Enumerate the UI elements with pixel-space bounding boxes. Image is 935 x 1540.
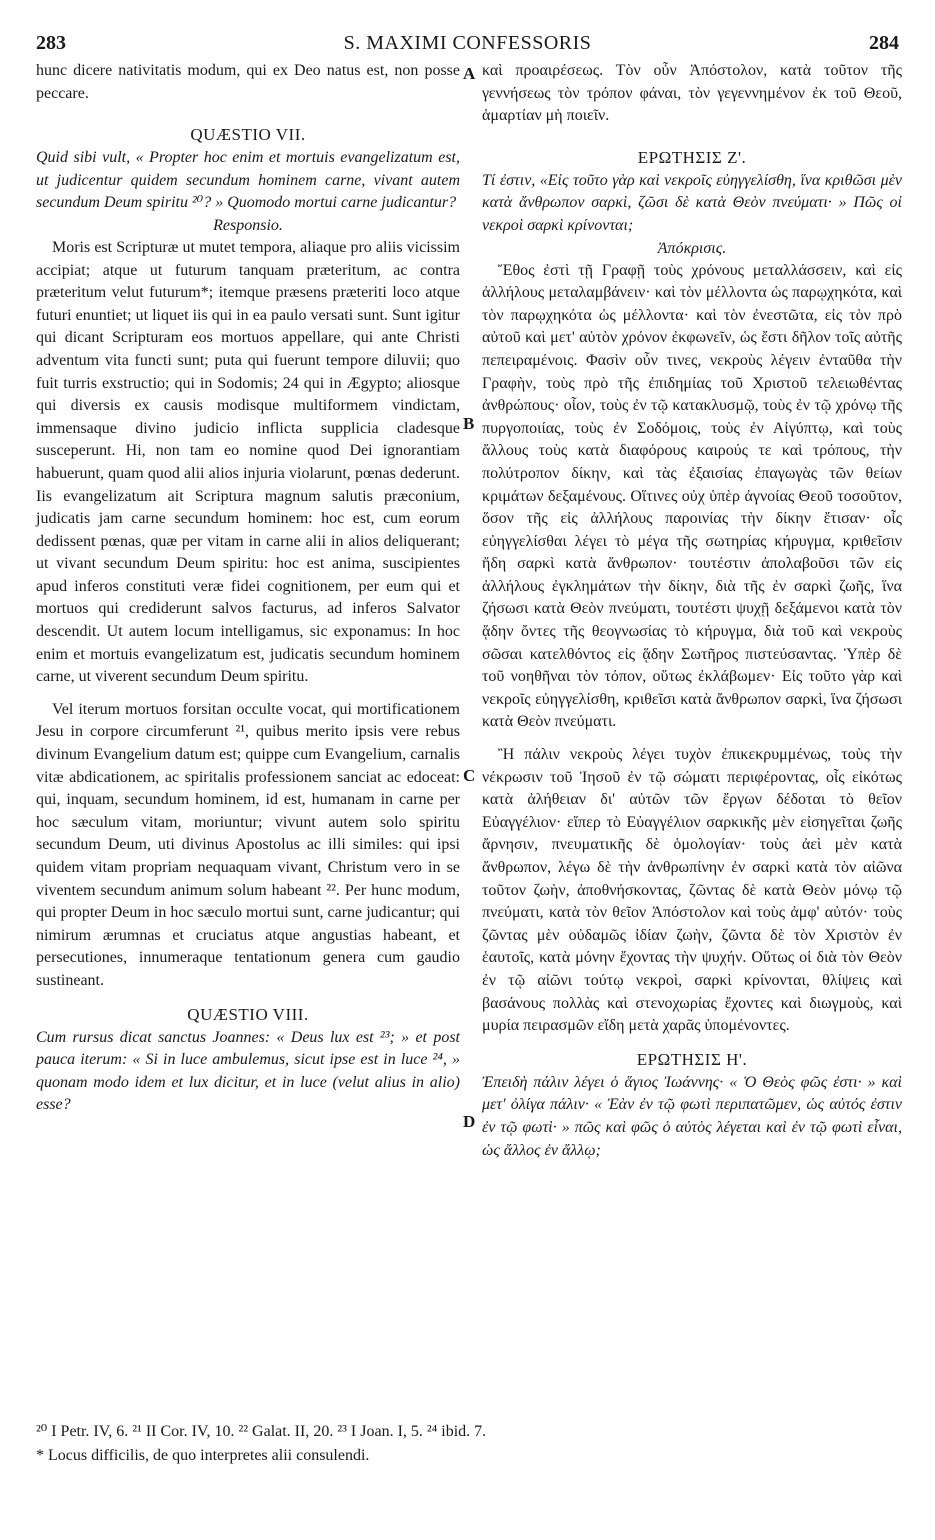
latin-response-heading: Responsio. [213,216,283,234]
latin-paragraph-2: Vel iterum mortuos forsitan occulte vocat, qui mortificationem Jesu in corpore circumferunt ²¹, quibus merito ipsis vere rebus divinum Evangelium datum est; quippe cum Evangelium, carnalis vitæ abdicationem, ac spiritalis professionem sanciat ac edoceat: qui, inquam, secundum hominem, id est, humanam in carne per hoc sæculum vitam, moriuntur; vivunt autem solo spiritu secundum Deum, uti divinus Apostolus ac illi similes: qui ipsi quidem vitam propriam nequaquam vivant, Christum vero in se viventem secundum animum solum habeant ²². Per hunc modum, qui propter Deum in hoc sæculo mortui sunt, carne judicantur; qui nimirum ærumnas et cruciatus atque angustias habeant, et persecutiones, innumeraque tentationum genera cum gaudio sustineant. [36,700,460,989]
greek-question-7-heading: ΕΡΩΤΗΣΙΣ Ζ'. [637,147,747,167]
margin-letter-c: C [463,766,476,785]
margin-letter-d: D [463,1112,476,1131]
greek-paragraph-2: Ἢ πάλιν νεκροὺς λέγει τυχὸν ἐπικεκρυμμένως, τοὺς τὴν νέκρωσιν τοῦ Ἰησοῦ ἐν τῷ σώματι περιφέροντας, οἷς εἰκότως κατὰ ἀλήθειαν δι' αὐτῶν τῶν ἔργων δέδοται τὸ θεῖον Εὐαγγέλιον· εἴπερ τὸ Εὐαγγέλιον σαρκικῆς μὲν εἰσηγεῖται ζωῆς ἄρνησιν, πνευματικῆς δὲ ὁμολογίαν· τοὺς ἀεὶ μὲν κατὰ ἄνθρωπον, λέγω δὲ τὴν ἀνθρωπίνην ἐν σαρκὶ κατὰ τὸν αἰῶνα τοῦτον ζωὴν, ἀποθνήσκοντας, ζῶντας δὲ κατὰ Θεὸν μόνῳ τῷ πνεύματι, κατὰ τὸν θεῖον Ἀπόστολον καὶ τοὺς ἀμφ' αὐτόν· τοὺς ζῶντας μὲν οὐδαμῶς ἰδίαν ζωὴν, ζῶντα δὲ τὸν Χριστὸν ἐν ἑαυτοῖς, κατὰ μόνην ἔχοντας τὴν ψυχήν. Οὕτως οἱ διὰ τὸν Θεὸν ἐν τῷ αἰῶνι τούτῳ νεκροὶ, σαρκὶ κρίνονται, θλίψεις καὶ βασάνους πολλὰς καὶ στενοχωρίας ἔχοντες καὶ διωγμοὺς, καὶ μυρία πειρασμῶν εἴδη μετὰ χαρᾶς ὑπομένοντες. [482,746,902,1035]
page-number-left: 283 [36,32,66,54]
greek-paragraph-1: Ἔθος ἐστὶ τῇ Γραφῇ τοὺς χρόνους μεταλλάσσειν, καὶ εἰς ἀλλήλους μεταλαμβάνειν· καὶ τὸν μέλλοντα ὡς παρῳχηκότα, καὶ τὸν παρῳχηκότα ὡς μέλλοντα· καὶ τὸν ἐνεστῶτα, εἰς τὸν πρὸ αὐτοῦ καὶ μετ' αὐτὸν χρόνον ἐκφωνεῖν, ὡς ἔστι δῆλον τοῖς αὐτῆς πεπειραμένοις. Φασὶν οὖν τινες, νεκροὺς λέγειν ἐνταῦθα τὴν Γραφὴν, τοὺς πρὸ τῆς ἐπιδημίας τοῦ Χριστοῦ τελειωθέντας ἀνθρώπους· οἷον, τοὺς ἐν τῷ κατακλυσμῷ, τοὺς ἐν τῷ χρόνῳ τῆς πυργοποιίας, τοὺς ἐν Σοδόμοις, τοὺς ἐν Αἰγύπτῳ, καὶ τοὺς ἄλλους τοὺς κατὰ διαφόρους καιρούς τε καὶ τρόπους, τὴν πολύτροπον δίκην, καὶ τὰς ἐξαισίας ἐπαγωγὰς τῶν θείων κριμάτων δεξαμένους. Οἵτινες οὐχ ὑπὲρ ἀγνοίας Θεοῦ τοσοῦτον, ὅσον τῆς εἰς ἀλλήλους παροινίας τὴν δίκην ἔτισαν· οἷς εὐηγγελίσθαι λέγει τὸ μέγα τῆς σωτηρίας κήρυγμα, κριθεῖσιν ἤδη σαρκὶ κατὰ ἄνθρωπον· τουτέστιν ἀπολαβοῦσι τῶν εἰς ἀλλήλους ἐγκλημάτων τὴν δίκην, διὰ τῆς ἐν σαρκὶ ζωῆς, ἵνα ζήσωσι κατὰ Θεὸν πνεύματι, τουτέστι ψυχῇ δεξάμενοι κατὰ τὸν ᾅδην ὄντες τῆς θεογνωσίας τὸ κήρυγμα, διὰ τοῦ καὶ νεκροὺς σῶσαι κατελθόντος εἰς ᾅδην Σωτῆρος πιστεύσαντας. Ὑπὲρ δὲ τοῦ νοηθῆναι τὸν τόπον, οὕτως ἐκλάβωμεν· Εἰς τοῦτο γὰρ καὶ νεκροῖς εὐηγγελίσθη, κριθεῖσι κατὰ ἄνθρωπον σαρκὶ, ἵνα ζήσωσι κατὰ Θεὸν πνεύματι. [482,261,902,731]
margin-letter-a: A [463,64,476,83]
latin-paragraph-1: Moris est Scripturæ ut mutet tempora, aliaque pro aliis vicissim accipiat; atque ut futurum tanquam præteritum, ac contra præteritum velut futurum*; itemque præsens præteriti loco atque futuri enuntiet; ut liquet iis qui in ea paulo versati sunt. Sunt igitur qui dicant Scripturam eos mortuos appellare, qui ante Christi adventum vita functi sunt; puta qui fuerunt tempore diluvii; quo fuit turris exstructio; qui in Sodomis; 24 qui in Ægypto; aliosque qui diversis ex causis modisque multiformem vindictam, immensaque divino judicio inflicta supplicia cladesque susceperunt. Hi, non tam eo nomine quod Dei ignorantiam habuerunt, quam quod alii alios injuria violarunt, pœnas dederunt. Iis evangelizatum ait Scriptura magnum salutis præconium, judicatis jam carne secundum hominem: hoc est, cum eorum dedissent pœnas, quæ per vitam in carne alii in alios deliquerant; ut vivant secundum Deum spiritu: hoc est anima, suscipientes apud inferos constituti veræ fidei cognitionem, per eum qui et mortuos qui crediderunt salvos facturus, ad inferos Salvator descendit. Ut autem locum intelligamus, sic exponamus: In hoc enim et mortuis evangelizatum est, judicatis secundum hominem carne, ut viverent secundum Deum spiritu. [36,238,460,686]
running-header [36,32,899,62]
footnote-references: ²⁰ I Petr. IV, 6. ²¹ II Cor. IV, 10. ²² Galat. II, 20. ²³ I Joan. I, 5. ²⁴ ibid. 7. [36,1423,487,1440]
latin-intro: hunc dicere nativitatis modum, qui ex Deo natus est, non posse peccare. [36,62,460,102]
margin-letter-b: B [463,414,475,433]
latin-question-8-heading: QUÆSTIO VIII. [187,1004,309,1024]
latin-column [36,60,460,1117]
greek-column [482,60,902,1162]
latin-question-7-heading: QUÆSTIO VII. [190,125,306,145]
latin-question-7-text: Quid sibi vult, « Propter hoc enim et mortuis evangelizatum est, ut judicentur quidem secundum hominem carne, vivant autem secundum Deum spiritu ²⁰? » Quomodo mortui carne judicantur? [36,149,460,212]
page-number-right: 284 [869,32,899,54]
greek-response-heading: Ἀπόκρισις. [657,239,727,257]
greek-question-7-text: Τί ἐστιν, «Εἰς τοῦτο γὰρ καὶ νεκροῖς εὐηγγελίσθη, ἵνα κριθῶσι μὲν κατὰ ἄνθρωπον σαρκὶ, ζῶσι δὲ κατὰ Θεὸν πνεύματι· » Πῶς οἱ νεκροὶ σαρκὶ κρίνονται; [482,171,902,234]
latin-question-8-text: Cum rursus dicat sanctus Joannes: « Deus lux est ²³; » et post pauca iterum: « Si in luce ambulemus, sicut ipse est in luce ²⁴, » quonam modo idem et lux dicitur, et in luce (velut alius in alio) esse? [36,1028,460,1114]
greek-intro: καὶ προαιρέσεως. Τὸν οὖν Ἀπόστολον, κατὰ τοῦτον τῆς γεννήσεως τὸν τρόπον φάναι, τὸν γεγεννημένον ἐκ τοῦ Θεοῦ, ἁμαρτίαν μὴ ποιεῖν. [482,62,902,125]
running-title: S. MAXIMI CONFESSORIS [343,32,592,54]
footnotes [36,1420,902,1468]
footnote-asterisk: * Locus difficilis, de quo interpretes alii consulendi. [36,1447,370,1464]
greek-question-8-text: Ἐπειδὴ πάλιν λέγει ὁ ἅγιος Ἰωάννης· « Ὁ Θεὸς φῶς ἐστι· » καὶ μετ' ὀλίγα πάλιν· « Ἐὰν ἐν τῷ φωτὶ περιπατῶμεν, ὡς αὐτός ἐστιν ἐν τῷ φωτὶ· » πῶς καὶ φῶς ὁ αὐτὸς λέγεται καὶ ἐν τῷ φωτὶ εἶναι, ὡς ἄλλος ἐν ἄλλῳ; [482,1073,902,1159]
greek-question-8-heading: ΕΡΩΤΗΣΙΣ Η'. [636,1049,748,1069]
